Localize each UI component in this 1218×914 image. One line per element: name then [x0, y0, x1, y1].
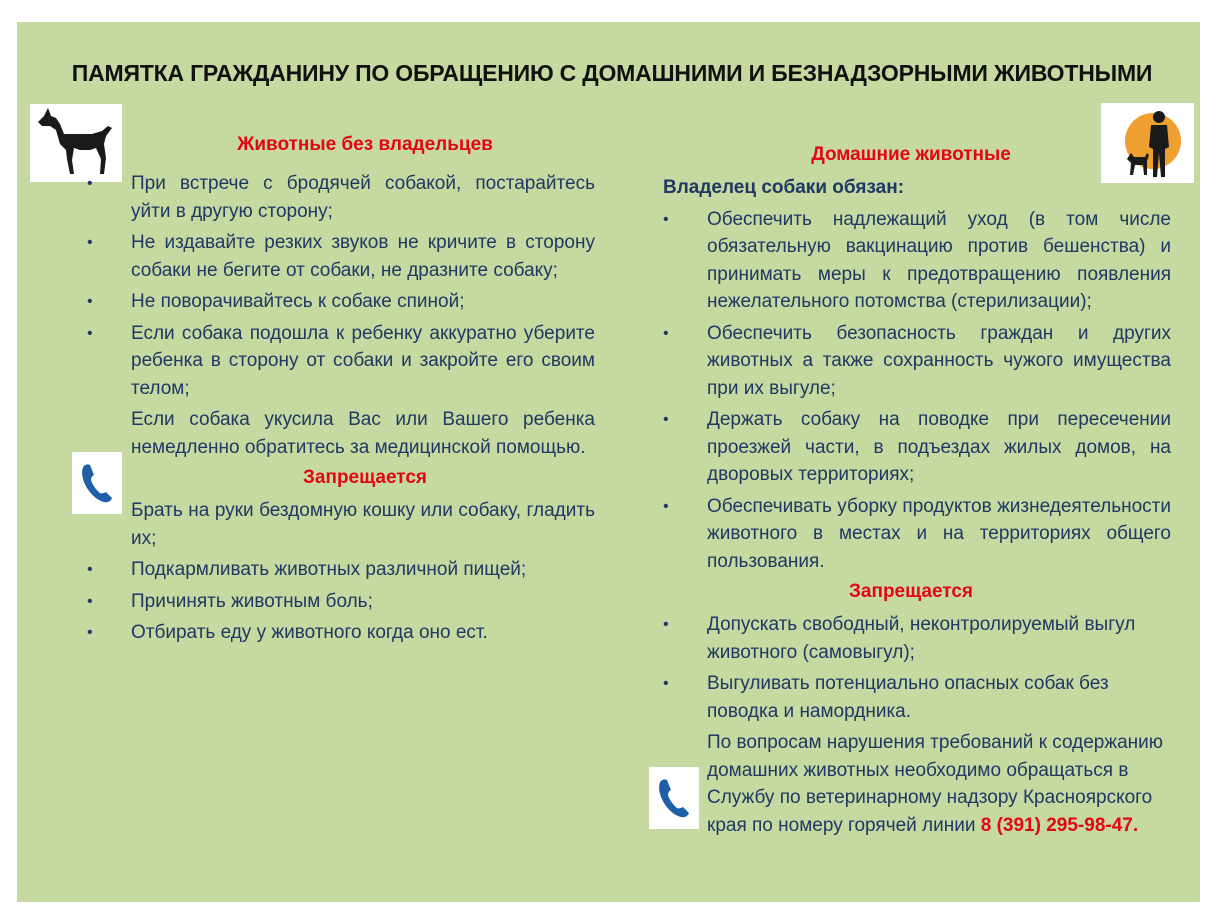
list-item: • Обеспечивать уборку продуктов жизнедеятельности животного в местах и на территориях общего пользования.: [663, 495, 1171, 572]
domestic-animals-section: [651, 142, 1171, 843]
hotline-note: По вопросам нарушения требований к содержанию домашних животных необходимо обращаться в Службу по ветеринарному надзору Красноярского края по номеру горячей линии 8 (391) 295-98-47.: [707, 732, 1163, 836]
stray-animals-list: [75, 170, 595, 461]
list-item: • Не поворачивайтесь к собаке спиной;: [87, 291, 465, 312]
list-item: • При встрече с бродячей собакой, постарайтесь уйти в другую сторону;: [87, 173, 595, 222]
phone-icon: [649, 767, 699, 829]
list-item: • Причинять животным боль;: [87, 590, 373, 612]
list-item: • Если собака подошла к ребенку аккуратно уберите ребенка в сторону от собаки и закройте его своим телом;: [87, 322, 595, 399]
list-item: • Обеспечить надлежащий уход (в том числе обязательную вакцинацию против бешенства) и принимать меры к предотвращению появления нежелательного потомства (стерилизации);: [663, 208, 1171, 312]
hotline-number[interactable]: 8 (391) 295-98-47.: [980, 814, 1139, 836]
phone-icon: [72, 452, 122, 514]
list-item: • Допускать свободный, неконтролируемый выгул животного (самовыгул);: [663, 614, 1136, 663]
list-item: • Держать собаку на поводке при пересечении проезжей части, в подъездах жилых домов, на дворовых территориях;: [663, 409, 1171, 485]
stray-animals-heading: Животные без владельцев: [237, 134, 493, 155]
forbidden-heading: Запрещается: [849, 581, 973, 602]
forbidden-list: [75, 497, 595, 647]
forbidden-list: [651, 611, 1171, 839]
list-item: • Не издавайте резких звуков не кричите в сторону собаки не бегите от собаки, не дразните собаку;: [87, 232, 595, 281]
owner-duties-heading: Владелец собаки обязан:: [663, 177, 905, 198]
list-item: • Отбирать еду у животного когда оно ест.: [87, 622, 488, 643]
stray-animals-section: [75, 132, 595, 651]
domestic-animals-heading: Домашние животные: [811, 144, 1011, 165]
bite-note: Если собака укусила Вас или Вашего ребенка немедленно обратитесь за медицинской помощью.: [131, 409, 595, 458]
forbidden-heading: Запрещается: [303, 467, 427, 488]
list-item: • Выгуливать потенциально опасных собак без поводка и намордника.: [663, 673, 1109, 722]
list-item: • Подкармливать животных различной пищей;: [87, 559, 527, 580]
leaflet-page: [17, 22, 1200, 902]
owner-duties-list: [651, 206, 1171, 576]
list-item: • Обеспечить безопасность граждан и других животных а также сохранность чужого имущества при их выгуле;: [663, 322, 1171, 399]
page-title: ПАМЯТКА ГРАЖДАНИНУ ПО ОБРАЩЕНИЮ С ДОМАШНИМИ И БЕЗНАДЗОРНЫМИ ЖИВОТНЫМИ: [71, 60, 1153, 86]
list-item: Брать на руки бездомную кошку или собаку, гладить их;: [131, 500, 595, 549]
